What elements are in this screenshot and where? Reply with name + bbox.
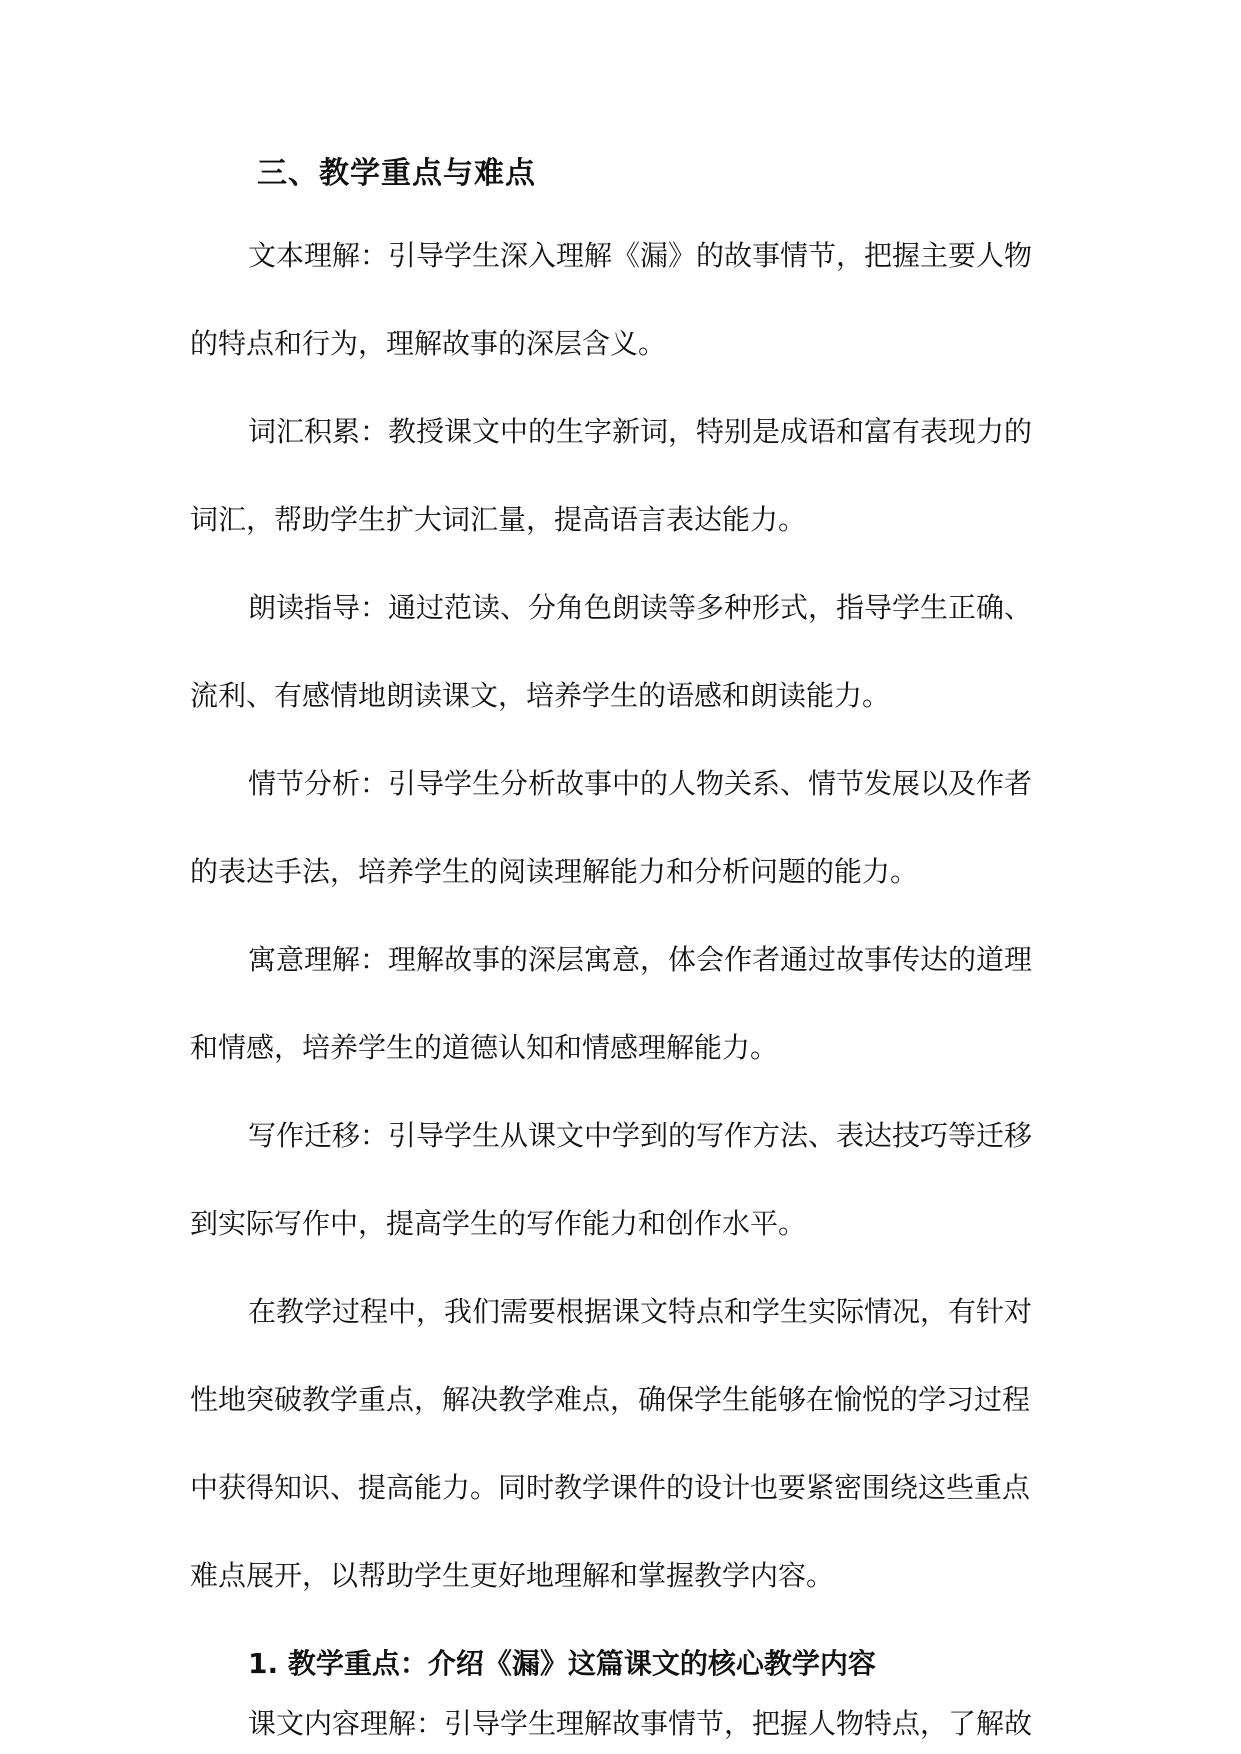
last-paragraph-line-1: 课文内容理解：引导学生理解故事情节，把握人物特点，了解故: [248, 1707, 1033, 1740]
paragraph-moral-line-1: 寓意理解：理解故事的深层寓意，体会作者通过故事传达的道理: [248, 943, 1033, 976]
paragraph-text-understanding-line-1: 文本理解：引导学生深入理解《漏》的故事情节，把握主要人物: [248, 239, 1033, 272]
subsection-heading: 1. 教学重点：介绍《漏》这篇课文的核心教学内容: [248, 1647, 876, 1680]
summary-line-2: 性地突破教学重点，解决教学难点，确保学生能够在愉悦的学习过程: [190, 1383, 1031, 1416]
paragraph-vocabulary-line-2: 词汇，帮助学生扩大词汇量，提高语言表达能力。: [190, 503, 807, 536]
paragraph-plot-analysis-line-2: 的表达手法，培养学生的阅读理解能力和分析问题的能力。: [190, 855, 919, 888]
paragraph-text-understanding-line-2: 的特点和行为，理解故事的深层含义。: [190, 327, 667, 360]
paragraph-writing-transfer-line-2: 到实际写作中，提高学生的写作能力和创作水平。: [190, 1207, 807, 1240]
summary-line-3: 中获得知识、提高能力。同时教学课件的设计也要紧密围绕这些重点: [190, 1471, 1031, 1504]
paragraph-reading-line-1: 朗读指导：通过范读、分角色朗读等多种形式，指导学生正确、: [248, 591, 1033, 624]
paragraph-plot-analysis-line-1: 情节分析：引导学生分析故事中的人物关系、情节发展以及作者: [248, 767, 1033, 800]
section-heading: 三、教学重点与难点: [257, 156, 536, 191]
summary-line-4: 难点展开，以帮助学生更好地理解和掌握教学内容。: [190, 1559, 835, 1592]
paragraph-writing-transfer-line-1: 写作迁移：引导学生从课文中学到的写作方法、表达技巧等迁移: [248, 1119, 1033, 1152]
paragraph-vocabulary-line-1: 词汇积累：教授课文中的生字新词，特别是成语和富有表现力的: [248, 415, 1033, 448]
paragraph-moral-line-2: 和情感，培养学生的道德认知和情感理解能力。: [190, 1031, 779, 1064]
summary-line-1: 在教学过程中，我们需要根据课文特点和学生实际情况，有针对: [248, 1295, 1033, 1328]
paragraph-reading-line-2: 流利、有感情地朗读课文，培养学生的语感和朗读能力。: [190, 679, 891, 712]
